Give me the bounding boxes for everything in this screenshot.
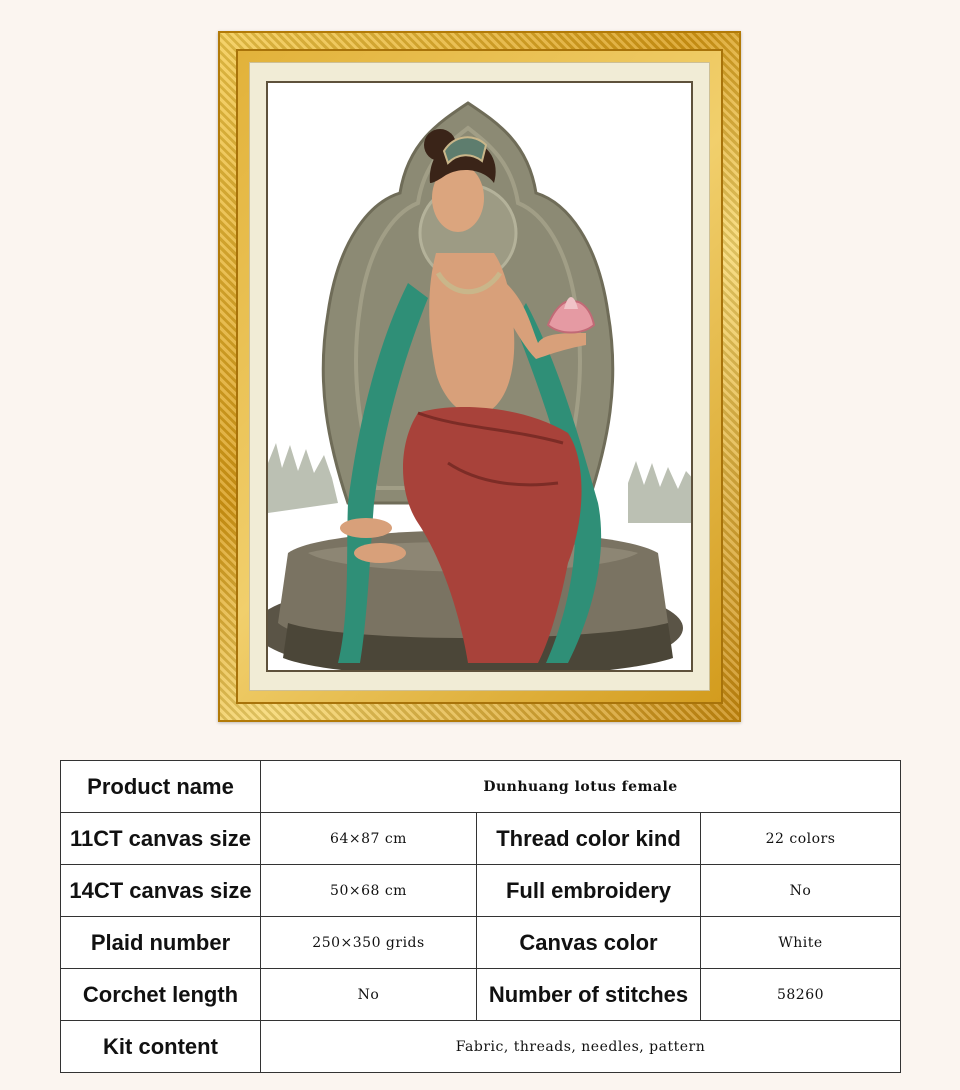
full-embroidery-value: No [701, 865, 901, 917]
dunhuang-lotus-female-illustration [268, 83, 693, 672]
number-of-stitches-value: 58260 [701, 969, 901, 1021]
product-name-value: Dunhuang lotus female [261, 761, 901, 813]
table-row [61, 865, 901, 917]
product-name-label: Product name [61, 761, 261, 813]
canvas-color-label: Canvas color [477, 917, 701, 969]
table-row [61, 813, 901, 865]
table-row [61, 917, 901, 969]
corchet-length-value: No [261, 969, 477, 1021]
canvas-11ct-value: 64×87 cm [261, 813, 477, 865]
table-row [61, 1021, 901, 1073]
product-specs-table [60, 760, 901, 1073]
table-row [61, 969, 901, 1021]
plaid-number-label: Plaid number [61, 917, 261, 969]
number-of-stitches-label: Number of stitches [477, 969, 701, 1021]
corchet-length-label: Corchet length [61, 969, 261, 1021]
canvas-color-value: White [701, 917, 901, 969]
plaid-number-value: 250×350 grids [261, 917, 477, 969]
kit-content-value: Fabric, threads, needles, pattern [261, 1021, 901, 1073]
canvas-14ct-label: 14CT canvas size [61, 865, 261, 917]
full-embroidery-label: Full embroidery [477, 865, 701, 917]
canvas-14ct-value: 50×68 cm [261, 865, 477, 917]
thread-color-kind-label: Thread color kind [477, 813, 701, 865]
frame-mat [249, 62, 710, 691]
table-row [61, 761, 901, 813]
kit-content-label: Kit content [61, 1021, 261, 1073]
picture-frame [218, 31, 741, 722]
canvas-11ct-label: 11CT canvas size [61, 813, 261, 865]
product-image[interactable] [266, 81, 693, 672]
thread-color-kind-value: 22 colors [701, 813, 901, 865]
